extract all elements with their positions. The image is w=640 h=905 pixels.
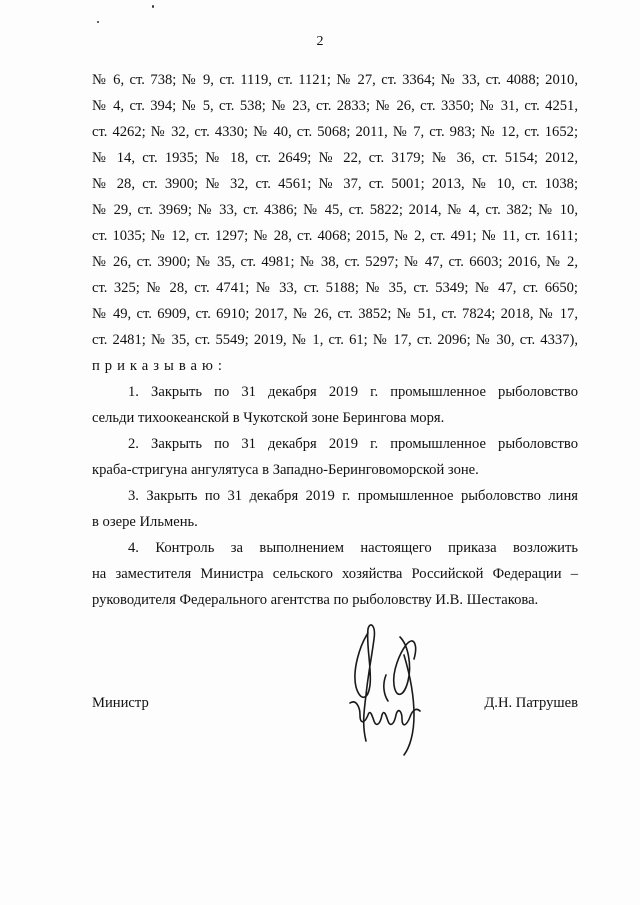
order-item-3 bbox=[92, 483, 578, 535]
signatory-title: Министр bbox=[92, 695, 149, 711]
citation-line: № 29, ст. 3969; № 33, ст. 4386; № 45, ст. 5822; 2014, № 4, ст. 382; № 10, bbox=[92, 202, 578, 218]
order-item-line: 3. Закрыть по 31 декабря 2019 г. промышленное рыболовство линя bbox=[128, 488, 578, 504]
order-item-line: 4. Контроль за выполнением настоящего приказа возложить bbox=[128, 540, 578, 556]
citation-line: ст. 325; № 28, ст. 4741; № 33, ст. 5188; № 35, ст. 5349; № 47, ст. 6650; bbox=[92, 280, 578, 296]
order-item-line: 2. Закрыть по 31 декабря 2019 г. промышленное рыболовство bbox=[128, 436, 578, 452]
order-item-line: краба-стригуна ангулятуса в Западно-Беринговоморской зоне. bbox=[92, 462, 479, 478]
handwritten-signature bbox=[330, 615, 440, 765]
citation-line: № 14, ст. 1935; № 18, ст. 2649; № 22, ст. 3179; № 36, ст. 5154; 2012, bbox=[92, 150, 578, 166]
order-item-line: руководителя Федерального агентства по рыболовству И.В. Шестакова. bbox=[92, 592, 539, 608]
citation-line: № 26, ст. 3900; № 35, ст. 4981; № 38, ст. 5297; № 47, ст. 6603; 2016, № 2, bbox=[92, 254, 578, 270]
order-item-4 bbox=[92, 535, 578, 613]
document-body bbox=[92, 67, 578, 613]
order-item-2 bbox=[92, 431, 578, 483]
signature-block bbox=[0, 615, 640, 765]
citation-line: № 6, ст. 738; № 9, ст. 1119, ст. 1121; № 27, ст. 3364; № 33, ст. 4088; 2010, bbox=[92, 72, 578, 88]
citation-line: ст. 1035; № 12, ст. 1297; № 28, ст. 4068; 2015, № 2, ст. 491; № 11, ст. 1611; bbox=[92, 228, 578, 244]
order-item-line: сельди тихоокеанской в Чукотской зоне Берингова моря. bbox=[92, 410, 445, 426]
order-item-line: на заместителя Министра сельского хозяйства Российской Федерации – bbox=[92, 566, 578, 582]
signatory-name: Д.Н. Патрушев bbox=[484, 695, 578, 711]
scan-artifact bbox=[152, 5, 154, 8]
citation-line: ст. 4262; № 32, ст. 4330; № 40, ст. 5068; 2011, № 7, ст. 983; № 12, ст. 1652; bbox=[92, 124, 578, 140]
citation-line: ст. 2481; № 35, ст. 5549; 2019, № 1, ст. 61; № 17, ст. 2096; № 30, ст. 4337), bbox=[92, 332, 578, 348]
order-word: приказываю: bbox=[92, 358, 227, 374]
scan-artifact bbox=[97, 21, 99, 23]
order-item-line: 1. Закрыть по 31 декабря 2019 г. промышленное рыболовство bbox=[128, 384, 578, 400]
order-item-1 bbox=[92, 379, 578, 431]
order-item-line: в озере Ильмень. bbox=[92, 514, 198, 530]
legal-citations bbox=[92, 67, 578, 353]
citation-line: № 28, ст. 3900; № 32, ст. 4561; № 37, ст. 5001; 2013, № 10, ст. 1038; bbox=[92, 176, 578, 192]
citation-line: № 49, ст. 6909, ст. 6910; 2017, № 26, ст. 3852; № 51, ст. 7824; 2018, № 17, bbox=[92, 306, 578, 322]
page-number: 2 bbox=[316, 34, 324, 49]
citation-line: № 4, ст. 394; № 5, ст. 538; № 23, ст. 2833; № 26, ст. 3350; № 31, ст. 4251, bbox=[92, 98, 578, 114]
